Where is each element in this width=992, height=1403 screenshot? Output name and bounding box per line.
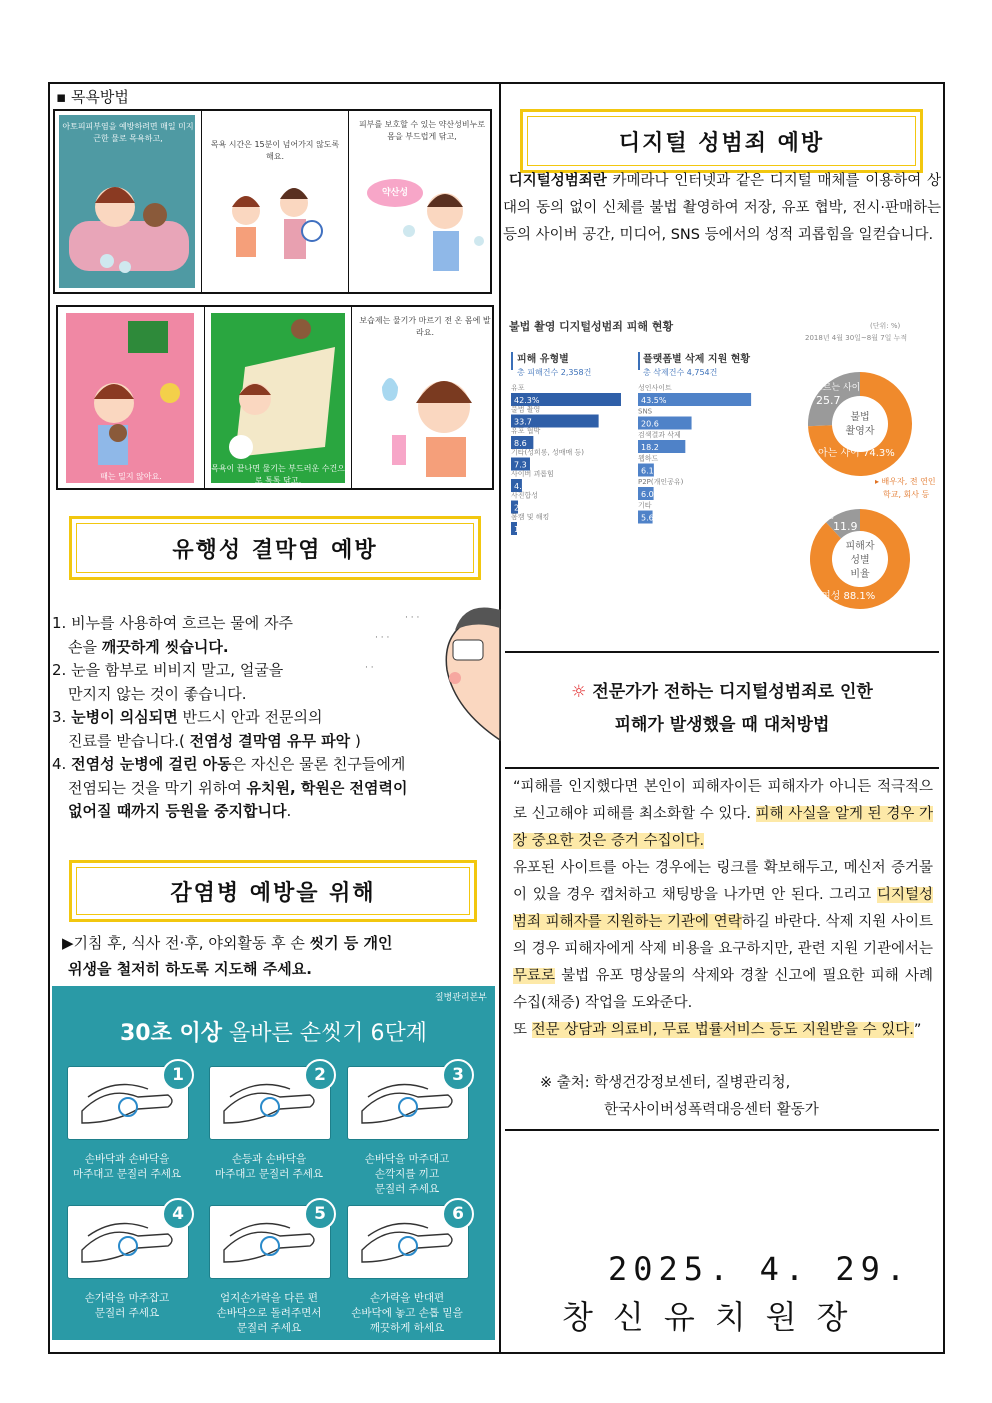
- bar-label: 20.6: [641, 419, 659, 429]
- conjunctivitis-list: [52, 612, 497, 824]
- bar-category: 유포: [511, 384, 525, 392]
- bar-category: 몸캠 및 해킹: [511, 513, 550, 521]
- subtitle-marker: [511, 352, 513, 370]
- bath-caption-5: 목욕이 끝나면 물기는 부드러운 수건으로 톡톡 닦고,: [211, 464, 345, 485]
- conj-item-2: 2. 눈을 함부로 비비지 말고, 얼굴을: [52, 661, 284, 679]
- digital-crime-definition: 디지털성범죄란 카메라나 인터넷과 같은 디지털 매체를 이용하여 상대의 동의 없이 신체를 불법 촬영하여 저장, 유포 협박, 전시·판매하는 등의 사이버 공간, 미디어, SNS 등에서의 성적 괴롭힘을 일컫습니다.: [503, 173, 941, 243]
- step-label-line: 손가락을 반대편: [369, 1292, 445, 1304]
- bar-subtitle-2: 플랫폼별 삭제 지원 현황: [643, 354, 751, 365]
- handwash-step-label: [57, 1291, 197, 1321]
- conj-item-3-line2: 진료를 받습니다.( 전염성 결막염 유무 파악 ): [68, 731, 361, 750]
- pie-note: ▸ 배우자, 전 연인: [875, 477, 936, 486]
- bar-label: 2.7: [514, 503, 527, 513]
- handwash-step-label: [199, 1291, 339, 1336]
- step-label-line: 손바닥에 놓고 손톱 밑을: [351, 1307, 463, 1319]
- pie-slice-label: 아는 사이 74.3%: [818, 448, 895, 459]
- quote-highlight: 무료로: [513, 968, 556, 984]
- bar-total-2: 총 삭제건수 4,754건: [643, 368, 718, 377]
- quote-text: 하길 바란다. 삭제 지원 사이트의 경우 피해자에게 삭제 비용을 요구하지만, 관련 지원 기관에서는: [513, 914, 938, 957]
- handwash-step-label: [337, 1291, 477, 1336]
- step-label-line: 손바닥을 마주대고: [364, 1153, 450, 1165]
- svg-text:· · ·: · · ·: [405, 613, 420, 623]
- agency-label: 질병관리본부: [434, 993, 487, 1003]
- step-number-badge: 6: [442, 1198, 474, 1230]
- step-number-badge: 2: [304, 1059, 336, 1091]
- bath-caption-2: 목욕 시간은 15분이 넘어가지 않도록 해요.: [210, 140, 340, 161]
- bath-illustration-4: [58, 307, 204, 488]
- digital-crime-title: 디지털 성범죄 예방: [520, 109, 923, 173]
- handwash-step-4: [67, 1205, 189, 1279]
- bar-label: 33.7: [514, 417, 532, 427]
- pie-center-label: 불법: [850, 412, 870, 423]
- divider-3: [505, 1129, 939, 1131]
- step-label-line: 문질러 주세요: [236, 1322, 302, 1334]
- bar-label: 7.3: [514, 460, 527, 470]
- bath-illustration-5: [205, 307, 351, 488]
- bar-label: 6.1: [641, 466, 654, 476]
- chart-period: 2018년 4월 30일~8월 7일 누적: [805, 334, 908, 342]
- bar-label: 6.0: [641, 490, 654, 499]
- step-label-line: 깨끗하게 하세요: [369, 1322, 445, 1334]
- source-line-1: ※ 출처: 학생건강정보센터, 질병관리청,: [540, 1075, 791, 1091]
- quote-text: 유포된 사이트를 아는 경우에는 링크를 확보해두고, 메신저 증거물이 있을 경우 캡처하고 채팅방을 나가면 안 된다. 그리고: [513, 860, 933, 903]
- bath-caption-6: 보습제는 물기가 마르기 전 온 몸에 발라요.: [359, 316, 491, 337]
- bath-card-1: [55, 111, 202, 292]
- conj-item-1-line2: 손을 깨끗하게 씻습니다.: [68, 637, 229, 656]
- infection-title: 감염병 예방을 위해: [69, 860, 477, 922]
- bar-category: 유포 협박: [511, 427, 541, 435]
- step-number-badge: 3: [442, 1059, 474, 1091]
- bath-card-2: [202, 111, 349, 292]
- bath-caption-1: 아토피피부염을 예방하려면 매일 미지근한 물로 목욕하고,: [62, 122, 194, 143]
- infection-guidance: ▶기침 후, 식사 전·후, 야외활동 후 손 씻기 등 개인 위생을 철저히 하도록 지도해 주세요.: [62, 934, 393, 978]
- divider-2: [505, 767, 939, 769]
- bath-card-4: [58, 307, 205, 488]
- bar-label: 4.2: [514, 482, 527, 491]
- issue-date: 2025. 4. 29.: [608, 1250, 912, 1288]
- bath-grid-row1: [53, 109, 492, 294]
- bar-label: 43.5%: [641, 396, 667, 405]
- bar-label: 5.6: [641, 513, 654, 523]
- quote-text: 불법 유포 명상물의 삭제와 경찰 신고에 필요한 피해 사례 수집(채증) 작업을 도와준다. 또: [513, 968, 933, 1038]
- step-label-line: 손가락을 마주잡고: [84, 1292, 170, 1304]
- step-label-line: 문질러 주세요: [374, 1183, 440, 1195]
- pie-center-label: 비율: [850, 569, 870, 580]
- pie-slice-label: 여성 88.1%: [821, 591, 876, 602]
- conjunctivitis-title: 유행성 결막염 예방: [69, 516, 481, 580]
- quote-highlight: 디지털성범죄 피해자를 지원하는 기관에 연락: [513, 887, 933, 930]
- conj-item-4-line3: 없어질 때까지 등원을 중지합니다.: [68, 802, 292, 820]
- bar-label: 8.6: [514, 439, 527, 448]
- conj-item-4-line2: 전염되는 것을 막기 위하여 유치원, 학원은 전염력이: [68, 778, 408, 797]
- handwash-step-label: [337, 1152, 477, 1197]
- soap-label: 약산성: [381, 188, 409, 198]
- pie-center-label: 피해자: [845, 541, 875, 552]
- handwash-step-3: [347, 1066, 469, 1140]
- svg-text:· · ·: · · ·: [375, 633, 390, 643]
- conj-item-4: 4. 전염성 눈병에 걸린 아동은 자신은 물론 친구들에게: [52, 755, 406, 773]
- bar-category: 사이버 괴롭힘: [511, 470, 554, 478]
- bar-label: 1.2: [514, 525, 527, 534]
- pie-center-label: 성별: [850, 555, 870, 566]
- step-number-badge: 1: [162, 1059, 194, 1091]
- step-number-badge: 4: [162, 1198, 194, 1230]
- bath-caption-3: 피부를 보호할 수 있는 약산성비누로 몸을 부드럽게 닦고,: [358, 120, 486, 141]
- pie-slice-label: 11.9: [833, 520, 858, 533]
- expert-quote: [513, 774, 938, 1044]
- step-label-line: 손깍지를 끼고: [374, 1168, 440, 1180]
- expert-heading: ☼ 전문가가 전하는 디지털성범죄로 인한 피해가 발생했을 때 대처방법: [571, 682, 873, 735]
- subtitle-marker: [638, 352, 640, 370]
- step-label-line: 엄지손가락을 다른 편: [220, 1292, 318, 1304]
- step-label-line: 손바닥과 손바닥을: [84, 1153, 170, 1165]
- handwash-step-1: [67, 1066, 189, 1140]
- source-line-2: 한국사이버성폭력대응센터 활동가: [604, 1102, 819, 1118]
- handwash-title: 30초 이상 올바른 손씻기 6단계: [119, 1021, 428, 1046]
- quote-text: “피해를 인지했다면 본인이 피해자이든 피해자가 아니든 적극적으로 신고해야 피해를 최소화할 수 있다.: [513, 779, 933, 822]
- bath-card-5: [205, 307, 352, 488]
- bath-card-3: [349, 111, 495, 292]
- pie-slice-name: 모르는 사이: [814, 383, 861, 393]
- bar-category: 성인사이트: [638, 384, 672, 392]
- pie-note: 학교, 회사 등: [883, 490, 930, 499]
- bar-category: 검색결과 삭제: [638, 431, 681, 439]
- divider-1: [505, 651, 939, 653]
- pie-center-label: 촬영자: [845, 426, 875, 437]
- bar-label: 42.3%: [514, 396, 540, 405]
- step-label-line: 마주대고 문질러 주세요: [72, 1168, 182, 1180]
- pie-slice-name: 남성: [819, 511, 835, 520]
- bar-category: 불법 촬영: [511, 405, 541, 414]
- bath-section-label: ▪ 목욕방법: [56, 88, 129, 106]
- signature-kindergarten-director: 창신유치원장: [562, 1298, 868, 1336]
- handwash-step-2: [209, 1066, 331, 1140]
- quote-highlight: 전문 상담과 의료비, 무료 법률서비스 등도 지원받을 수 있다.: [531, 1022, 914, 1038]
- digital-crime-chart: [505, 316, 936, 612]
- svg-text:· ·: · ·: [365, 663, 374, 673]
- sun-icon: ☼: [571, 682, 587, 702]
- quote-highlight: 피해 사실을 알게 된 경우 가장 중요한 것은 증거 수집이다.: [513, 806, 933, 849]
- chart-title: 불법 촬영 디지털성범죄 피해 현황: [509, 320, 674, 333]
- source-note: [540, 1070, 819, 1124]
- handwash-poster: [52, 986, 495, 1340]
- bath-grid-row2: [56, 305, 494, 490]
- bar-label: 18.2: [641, 443, 659, 452]
- handwash-step-label: [57, 1152, 197, 1182]
- step-label-line: 손바닥으로 돌려주면서: [216, 1307, 322, 1319]
- step-label-line: 손등과 손바닥을: [231, 1153, 307, 1165]
- handwash-step-5: [209, 1205, 331, 1279]
- handwash-step-6: [347, 1205, 469, 1279]
- bar-category: P2P(개인공유): [638, 478, 684, 486]
- conj-item-3: 3. 눈병이 의심되면 반드시 안과 전문의의: [52, 708, 323, 726]
- bar-category: 사진합성: [511, 491, 539, 500]
- step-label-line: 문질러 주세요: [94, 1307, 160, 1319]
- conj-item-2-line2: 만지지 않는 것이 좋습니다.: [68, 684, 247, 703]
- bar-category: 기타: [638, 501, 652, 510]
- quote-text: ”: [913, 1022, 922, 1038]
- pie-slice-label: 25.7: [816, 394, 841, 407]
- step-number-badge: 5: [304, 1198, 336, 1230]
- bar-category: SNS: [638, 407, 653, 416]
- handwash-step-label: [199, 1152, 339, 1182]
- bar-total-1: 총 피해건수 2,358건: [517, 368, 592, 377]
- chart-unit: (단위: %): [870, 322, 901, 330]
- bath-caption-4: 때는 밀지 않아요.: [100, 472, 162, 481]
- step-label-line: 마주대고 문질러 주세요: [214, 1168, 324, 1180]
- bar-subtitle-1: 피해 유형별: [517, 354, 569, 365]
- bath-card-6: [352, 307, 498, 488]
- bar-category: 기타(성희롱, 성매매 등): [511, 448, 584, 457]
- bar-category: 웹하드: [638, 454, 659, 463]
- conj-item-1: 1. 비누를 사용하여 흐르는 물에 자주: [52, 614, 294, 632]
